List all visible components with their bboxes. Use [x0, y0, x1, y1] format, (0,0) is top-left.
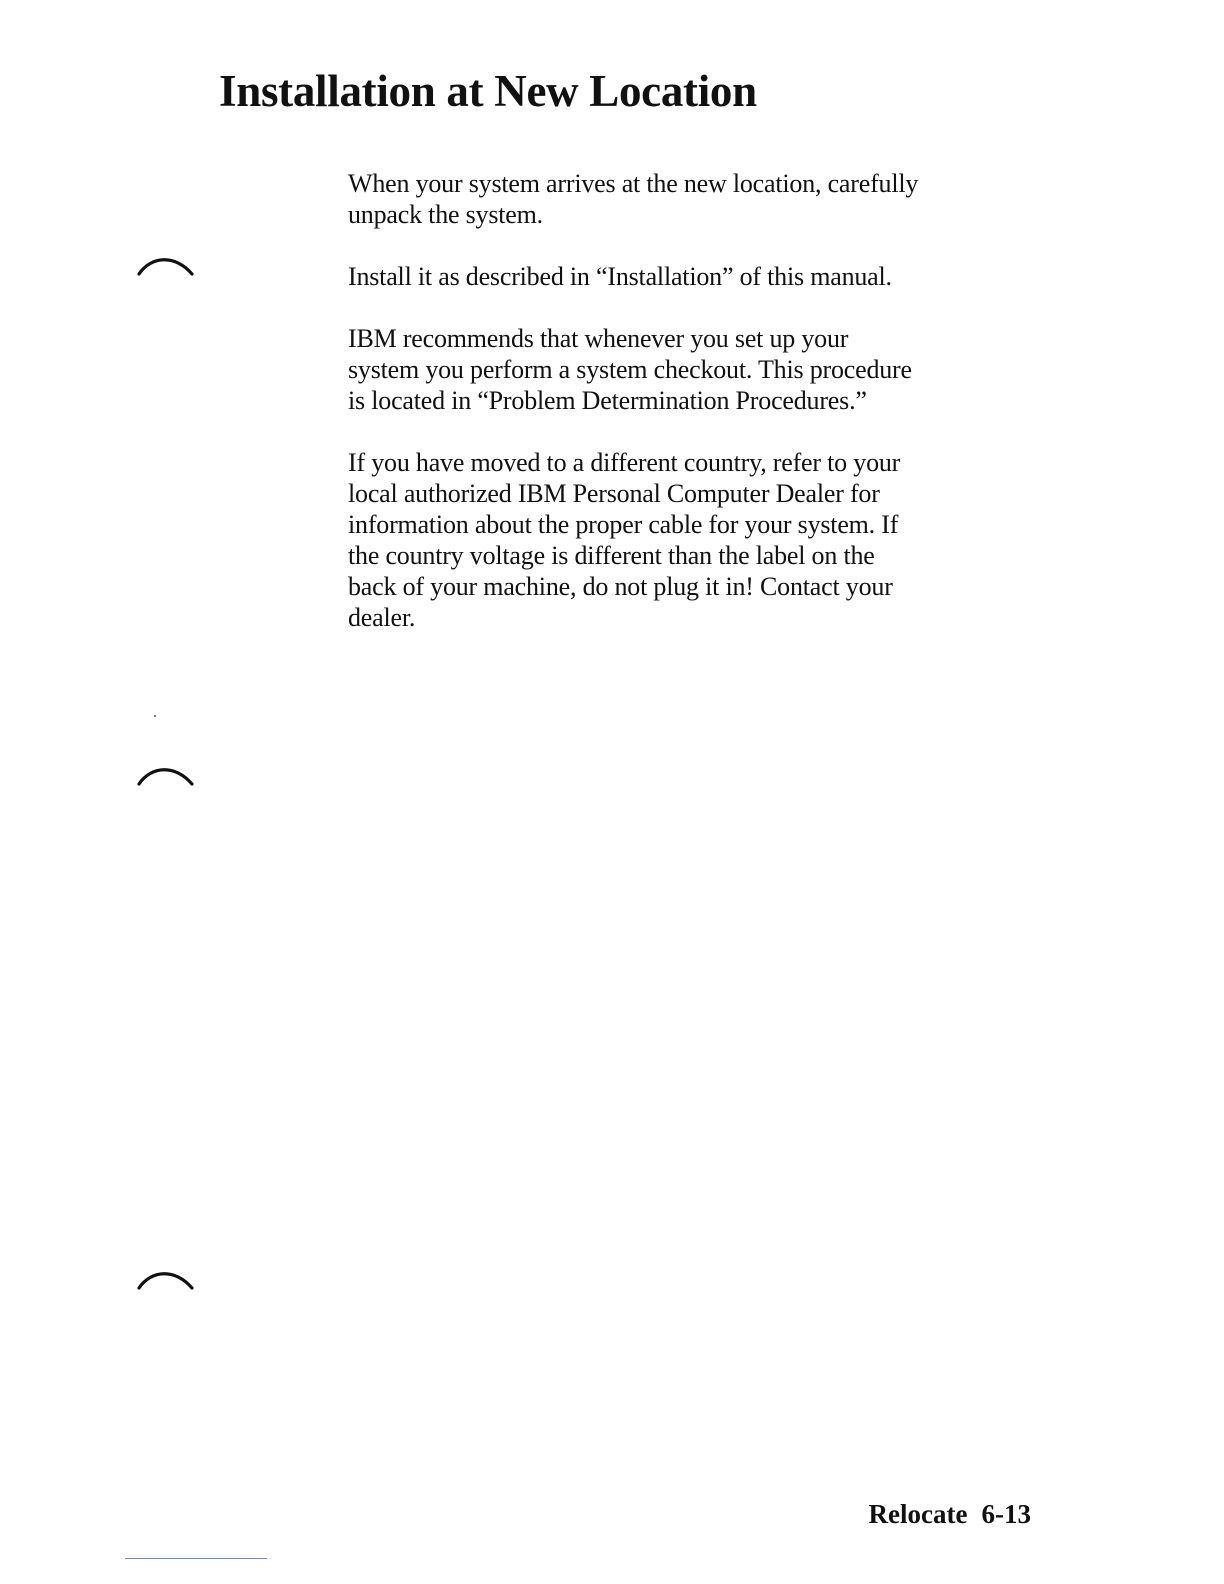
bottom-rule: [125, 1558, 267, 1559]
binder-hole-mark-bottom: [137, 1266, 195, 1292]
footer-page-number: 6-13: [981, 1499, 1031, 1529]
text-line: unpack the system.: [348, 200, 543, 229]
text-line: IBM recommends that whenever you set up your: [348, 324, 849, 353]
binder-hole-mark-middle: [137, 762, 195, 788]
text-line: is located in “Problem Determination Procedures.”: [348, 386, 867, 415]
text-line: dealer.: [348, 603, 416, 632]
text-line: back of your machine, do not plug it in! Contact your: [348, 572, 893, 601]
paragraph-checkout: [348, 323, 1038, 416]
text-line: local authorized IBM Personal Computer Dealer for: [348, 479, 880, 508]
footer-section: Relocate: [868, 1499, 968, 1529]
text-line: the country voltage is different than the label on the: [348, 541, 875, 570]
paragraph-arrival: [348, 168, 1038, 230]
paragraph-install: [348, 261, 1038, 292]
text-line: system you perform a system checkout. This procedure: [348, 355, 912, 384]
body-text: [348, 168, 1038, 664]
paragraph-country: [348, 447, 1038, 633]
page-footer: [869, 1498, 1031, 1530]
text-line: Install it as described in “Installation” of this manual.: [348, 262, 892, 291]
text-line: When your system arrives at the new location, carefully: [348, 169, 919, 198]
scan-speck: [154, 715, 156, 717]
text-line: information about the proper cable for your system. If: [348, 510, 899, 539]
binder-hole-mark-top: [137, 252, 195, 278]
text-line: If you have moved to a different country, refer to your: [348, 448, 901, 477]
page-title: Installation at New Location: [219, 66, 757, 116]
